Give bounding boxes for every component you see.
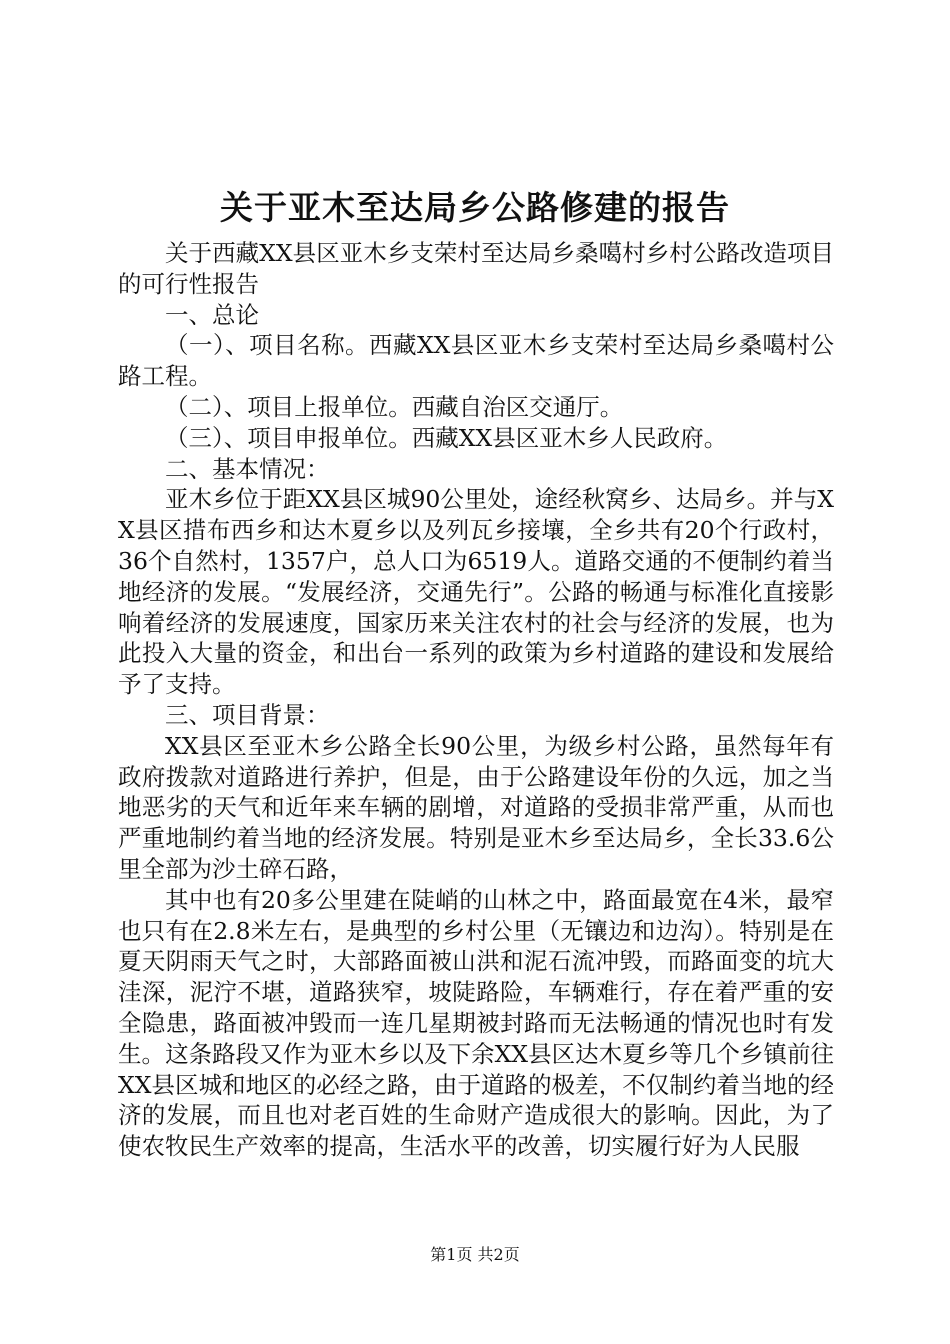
basic-info-paragraph: 亚木乡位于距XX县区城90公里处，途经秋窝乡、达局乡。并与XX县区措布西乡和达木夏乡以及列瓦乡接壤，全乡共有20个行政村，36个自然村，1357户，总人口为6519人。道路交通的不便制约着当地经济的发展。“发展经济，交通先行”。公路的畅通与标准化直接影响着经济的发展速度，国家历来关注农村的社会与经济的发展，也为此投入大量的资金，和出台一系列的政策为乡村道路的建设和发展给予了支持。: [118, 485, 834, 699]
reporting-unit-paragraph: （二）、项目上报单位。西藏自治区交通厅。: [165, 392, 624, 421]
applicant-unit-paragraph: （三）、项目申报单位。西藏XX县区亚木乡人民政府。: [165, 423, 728, 452]
page-footer: 第1页 共2页: [430, 1245, 520, 1264]
section-heading-basic-info: 二、基本情况：: [165, 454, 330, 483]
section-heading-overview: 一、总论: [165, 300, 259, 329]
document-title: 关于亚木至达局乡公路修建的报告: [220, 188, 730, 227]
document-body: [118, 238, 834, 1162]
project-name-paragraph: （一）、项目名称。西藏XX县区亚木乡支荣村至达局乡桑噶村公路工程。: [118, 331, 834, 391]
background-paragraph: XX县区至亚木乡公路全长90公里，为级乡村公路，虽然每年有政府拨款对道路进行养护，但是，由于公路建设年份的久远，加之当地恶劣的天气和近年来车辆的剧增，对道路的受损非常严重，从而也严重地制约着当地的经济发展。特别是亚木乡至达局乡，全长33.6公里全部为沙土碎石路，: [118, 731, 834, 883]
section-heading-background: 三、项目背景：: [165, 700, 330, 729]
road-condition-paragraph: 其中也有20多公里建在陡峭的山林之中，路面最宽在4米，最窄也只有在2.8米左右，是典型的乡村公里（无镶边和边沟）。特别是在夏天阴雨天气之时，大部路面被山洪和泥石流冲毁，而路面变的坑大洼深，泥泞不堪，道路狭窄，坡陡路险，车辆难行，存在着严重的安全隐患，路面被冲毁而一连几星期被封路而无法畅通的情况也时有发生。这条路段又作为亚木乡以及下余XX县区达木夏乡等几个乡镇前往XX县区城和地区的必经之路，由于道路的极差，不仅制约着当地的经济的发展，而且也对老百姓的生命财产造成很大的影响。因此，为了使农牧民生产效率的提高，生活水平的改善，切实履行好为人民服: [118, 885, 834, 1161]
intro-paragraph: 关于西藏XX县区亚木乡支荣村至达局乡桑噶村乡村公路改造项目的可行性报告: [118, 239, 834, 298]
